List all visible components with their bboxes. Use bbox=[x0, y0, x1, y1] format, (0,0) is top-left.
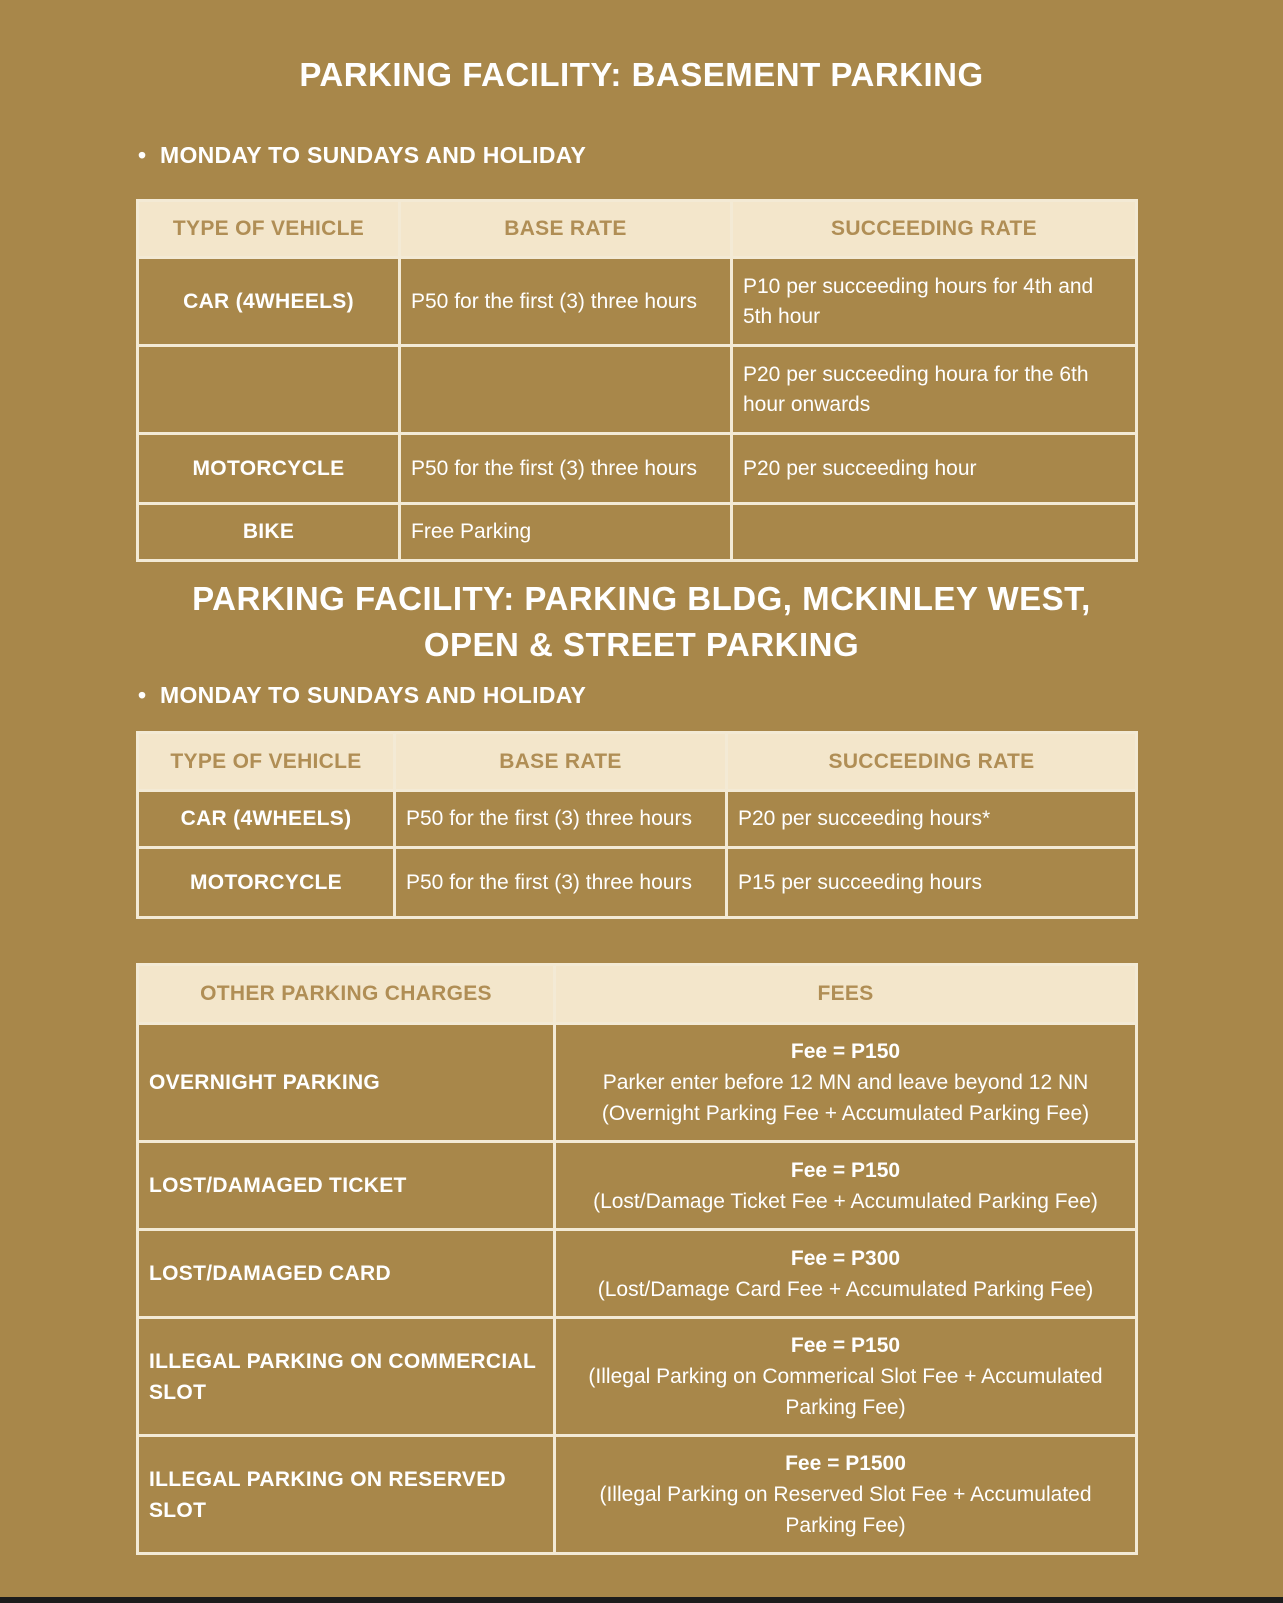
table-row bbox=[138, 346, 1137, 434]
table-row bbox=[138, 1318, 1137, 1436]
table-header-row bbox=[138, 733, 1137, 791]
title-line-2: OPEN & STREET PARKING bbox=[423, 626, 860, 663]
succeeding-rate: P20 per succeeding hour bbox=[732, 434, 1137, 504]
table-row bbox=[138, 1436, 1137, 1554]
title-line-1: PARKING FACILITY: PARKING BLDG, MCKINLEY WEST, bbox=[192, 580, 1091, 617]
parking-bldg-title bbox=[0, 576, 1283, 668]
charge-name: ILLEGAL PARKING ON COMMERCIAL SLOT bbox=[138, 1318, 555, 1436]
fee-cell bbox=[555, 1436, 1137, 1554]
table-row bbox=[138, 504, 1137, 561]
header-fees: FEES bbox=[555, 965, 1137, 1024]
header-type-of-vehicle: TYPE OF VEHICLE bbox=[138, 733, 395, 791]
basement-rates-table bbox=[136, 199, 1138, 562]
vehicle-type: CAR (4WHEELS) bbox=[138, 258, 400, 346]
fee-detail: (Lost/Damage Card Fee + Accumulated Parking Fee) bbox=[597, 1277, 1094, 1301]
header-other-parking-charges: OTHER PARKING CHARGES bbox=[138, 965, 555, 1024]
vehicle-type: MOTORCYCLE bbox=[138, 848, 395, 918]
succeeding-rate: P10 per succeeding hours for 4th and 5th hour bbox=[732, 258, 1137, 346]
bottom-strip bbox=[0, 1597, 1283, 1603]
table-row bbox=[138, 1230, 1137, 1318]
header-succeeding-rate: SUCCEEDING RATE bbox=[727, 733, 1137, 791]
charge-name: ILLEGAL PARKING ON RESERVED SLOT bbox=[138, 1436, 555, 1554]
other-charges-table bbox=[136, 963, 1138, 1555]
succeeding-rate bbox=[732, 504, 1137, 561]
charge-name: LOST/DAMAGED TICKET bbox=[138, 1142, 555, 1230]
base-rate: P50 for the first (3) three hours bbox=[400, 434, 732, 504]
base-rate: P50 for the first (3) three hours bbox=[400, 258, 732, 346]
fee-detail: (Lost/Damage Ticket Fee + Accumulated Parking Fee) bbox=[593, 1189, 1098, 1213]
table-row bbox=[138, 258, 1137, 346]
fee-cell bbox=[555, 1230, 1137, 1318]
succeeding-rate: P20 per succeeding houra for the 6th hour onwards bbox=[732, 346, 1137, 434]
base-rate bbox=[400, 346, 732, 434]
bullet-icon: • bbox=[138, 142, 147, 168]
header-base-rate: BASE RATE bbox=[400, 201, 732, 258]
table-row bbox=[138, 791, 1137, 848]
header-base-rate: BASE RATE bbox=[395, 733, 727, 791]
fee-cell bbox=[555, 1142, 1137, 1230]
fee-cell bbox=[555, 1024, 1137, 1142]
parking-bldg-rates-table bbox=[136, 731, 1138, 919]
schedule-text: MONDAY TO SUNDAYS AND HOLIDAY bbox=[160, 142, 587, 168]
fee-amount: Fee = P150 bbox=[790, 1158, 901, 1182]
succeeding-rate: P15 per succeeding hours bbox=[727, 848, 1137, 918]
base-rate: P50 for the first (3) three hours bbox=[395, 848, 727, 918]
fee-amount: Fee = P300 bbox=[790, 1246, 901, 1270]
charge-name: LOST/DAMAGED CARD bbox=[138, 1230, 555, 1318]
schedule-label-basement bbox=[138, 142, 586, 169]
table-row bbox=[138, 848, 1137, 918]
vehicle-type: BIKE bbox=[138, 504, 400, 561]
bullet-icon: • bbox=[138, 682, 147, 708]
charge-name: OVERNIGHT PARKING bbox=[138, 1024, 555, 1142]
table-header-row bbox=[138, 201, 1137, 258]
base-rate: Free Parking bbox=[400, 504, 732, 561]
fee-detail: (Illegal Parking on Reserved Slot Fee + Accumulated Parking Fee) bbox=[599, 1483, 1092, 1537]
fee-amount: Fee = P150 bbox=[790, 1334, 901, 1357]
fee-cell bbox=[555, 1318, 1137, 1436]
fee-detail: Parker enter before 12 MN and leave beyond 12 NN (Overnight Parking Fee + Accumulated Parking Fee) bbox=[601, 1071, 1090, 1125]
table-header-row bbox=[138, 965, 1137, 1024]
header-succeeding-rate: SUCCEEDING RATE bbox=[732, 201, 1137, 258]
vehicle-type: CAR (4WHEELS) bbox=[138, 791, 395, 848]
schedule-label-parking-bldg bbox=[138, 682, 586, 709]
vehicle-type: MOTORCYCLE bbox=[138, 434, 400, 504]
succeeding-rate: P20 per succeeding hours* bbox=[727, 791, 1137, 848]
schedule-text: MONDAY TO SUNDAYS AND HOLIDAY bbox=[160, 682, 587, 708]
table-row bbox=[138, 1142, 1137, 1230]
basement-parking-title: PARKING FACILITY: BASEMENT PARKING bbox=[299, 56, 984, 93]
vehicle-type bbox=[138, 346, 400, 434]
base-rate: P50 for the first (3) three hours bbox=[395, 791, 727, 848]
table-row bbox=[138, 1024, 1137, 1142]
fee-detail: (Illegal Parking on Commerical Slot Fee + Accumulated Parking Fee) bbox=[588, 1365, 1103, 1419]
fee-amount: Fee = P150 bbox=[790, 1040, 901, 1063]
fee-amount: Fee = P1500 bbox=[785, 1452, 906, 1475]
header-type-of-vehicle: TYPE OF VEHICLE bbox=[138, 201, 400, 258]
table-row bbox=[138, 434, 1137, 504]
